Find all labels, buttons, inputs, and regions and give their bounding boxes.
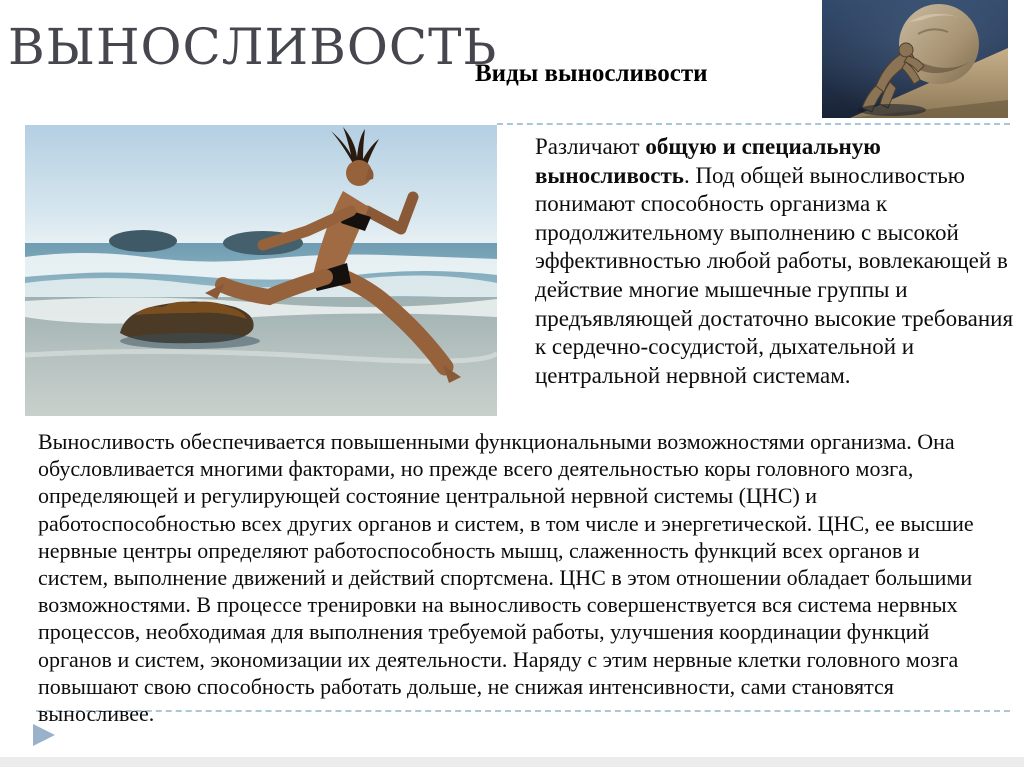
beach-runner-graphic — [25, 125, 497, 416]
body-paragraph: Выносливость обеспечивается повышенными функциональными возможностями организма. Она обусловливается многими факторами, но прежде всего деятельностью коры головного мозга, определяющей и регулирующей состояние центральной нервной системы (ЦНС) и работоспособностью всех других органов и систем, в том числе и энергетической. ЦНС, ее высшие нервные центры определяют работоспособность мышц, слаженность функций всех органов и систем, выполнение движений и действий спортсмена. ЦНС в этом отношении обладает большими возможностями. В процессе тренировки на выносливость совершенствуется вся система нервных процессов, необходимая для выполнения требуемой работы, улучшения координации функций органов и систем, экономизации их деятельности. Наряду с этим нервные клетки головного мозга повышают свою способность работать дольше, не снижая интенсивности, сами становятся выносливее. — [38, 429, 974, 727]
footer-strip — [0, 757, 1024, 767]
play-arrow-icon — [33, 724, 55, 746]
intro-paragraph — [535, 133, 1015, 390]
intro-lead: Различают — [535, 134, 646, 159]
slide-subtitle: Виды выносливости — [475, 60, 708, 87]
beach-runner-photo — [25, 125, 497, 416]
intro-rest: . Под общей выносливостью понимают способность организма к продолжительному выполнению с высокой эффективностью любой работы, вовлекающей в действие многие мышечные группы и предъявляющей достаточно высокие требования к сердечно-сосудистой, дыхательной и центральной нервной системам. — [535, 162, 1014, 388]
intro-bold-phrase: общую и специальную выносливость — [535, 134, 881, 188]
sisyphus-sculpture-photo — [822, 0, 1008, 118]
sisyphus-sculpture-graphic — [822, 0, 1008, 118]
slide-title: ВЫНОСЛИВОСТЬ — [8, 18, 498, 76]
dashed-divider-top — [497, 123, 1010, 125]
